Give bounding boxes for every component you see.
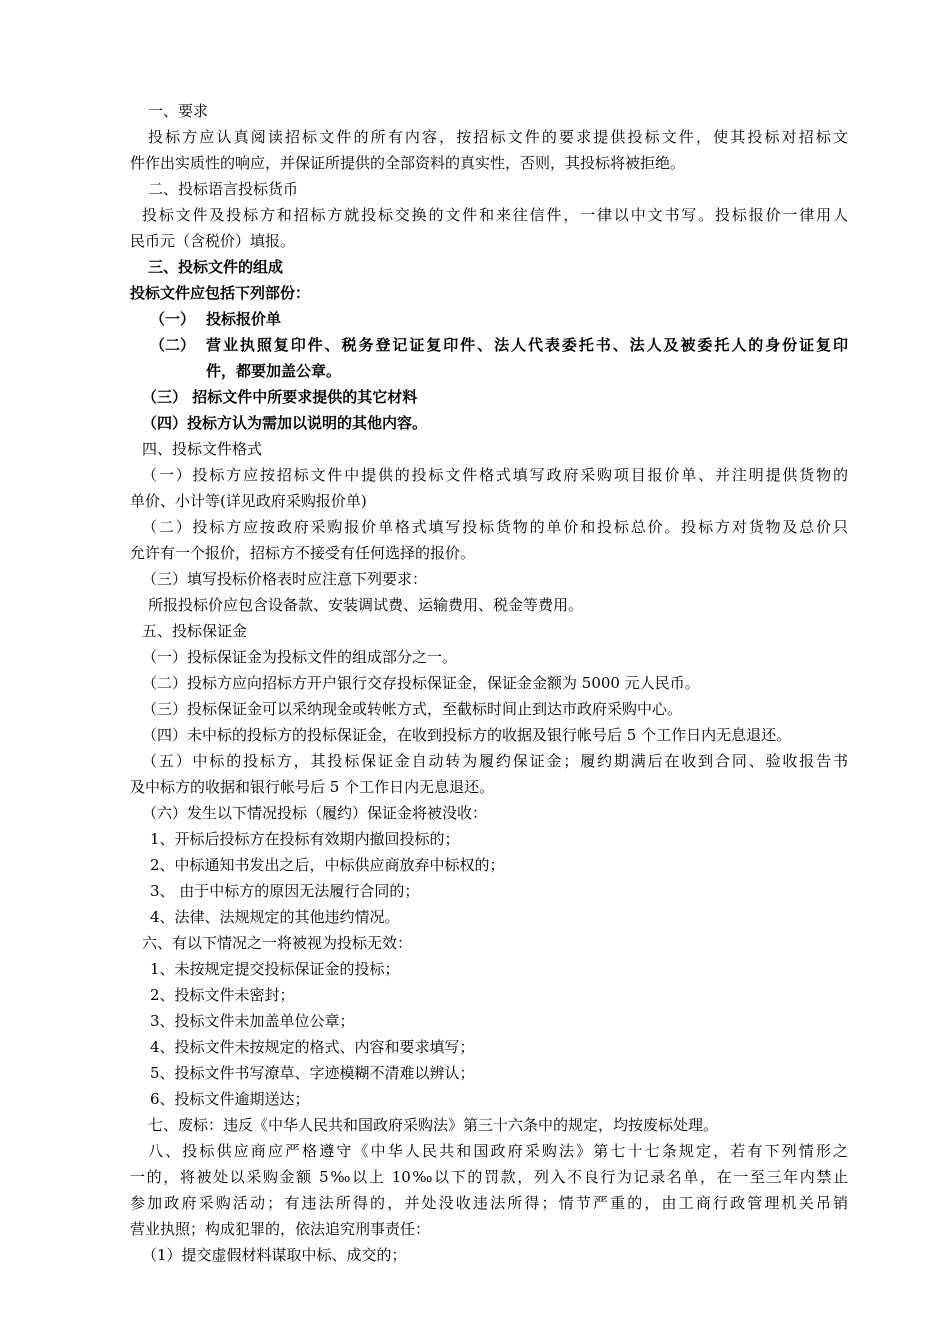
section-6-heading: 六、有以下情况之一将被视为投标无效： xyxy=(142,934,413,952)
section-2-heading: 二、投标语言投标货币 xyxy=(148,180,299,198)
section-3-item-1-marker: （一） xyxy=(150,310,196,328)
section-5-item-6-1: 1、开标后投标方在投标有效期内撤回投标的； xyxy=(150,830,460,848)
section-2-paragraph: 投标文件及投标方和招标方就投标交换的文件和来往信件，一律以中文书写。投标报价一律用人 xyxy=(142,206,848,224)
section-1-paragraph-cont: 件作出实质性的响应，并保证所提供的全部资料的真实性，否则，其投标将被拒绝。 xyxy=(130,154,686,172)
section-6-item-1: 1、未按规定提交投标保证金的投标； xyxy=(150,960,400,978)
section-5-item-6-4: 4、法律、法规规定的其他违约情况。 xyxy=(150,908,400,926)
section-5-item-2: （二）投标方应向招标方开户银行交存投标保证金，保证金金额为 5000 元人民币。 xyxy=(142,674,700,692)
section-5-item-6-2: 2、中标通知书发出之后，中标供应商放弃中标权的； xyxy=(150,856,505,874)
section-3-intro: 投标文件应包括下列部份： xyxy=(130,284,311,302)
section-3-item-3: （三） 招标文件中所要求提供的其它材料 xyxy=(142,388,418,406)
section-6-item-6: 6、投标文件逾期送达； xyxy=(150,1090,310,1108)
section-8-paragraph-line-2: 一的，将被处以采购金额 5‰以上 10‰以下的罚款，列入不良行为记录名单，在一至三年内禁止 xyxy=(130,1168,848,1186)
section-3-item-1-text: 投标报价单 xyxy=(206,310,282,328)
section-5-item-5: （五）中标的投标方，其投标保证金自动转为履约保证金；履约期满后在收到合同、验收报告书 xyxy=(142,752,848,770)
section-3-item-2-text-cont: 件，都要加盖公章。 xyxy=(206,362,342,380)
section-7-paragraph: 七、废标：违反《中华人民共和国政府采购法》第三十六条中的规定，均按废标处理。 xyxy=(148,1116,719,1134)
section-3-item-2-text: 营业执照复印件、税务登记证复印件、法人代表委托书、法人及被委托人的身份证复印 xyxy=(206,336,848,354)
section-3-item-4: （四）投标方认为需加以说明的其他内容。 xyxy=(142,414,428,432)
section-4-heading: 四、投标文件格式 xyxy=(142,440,263,458)
section-6-item-3: 3、投标文件未加盖单位公章； xyxy=(150,1012,355,1030)
section-5-item-6: （六）发生以下情况投标（履约）保证金将被没收： xyxy=(142,804,488,822)
section-4-item-3-paragraph: 所报投标价应包含设备款、安装调试费、运输费用、税金等费用。 xyxy=(148,596,584,614)
section-5-item-6-3: 3、 由于中标方的原因无法履行合同的； xyxy=(150,882,420,900)
section-5-item-4: （四）未中标的投标方的投标保证金，在收到投标方的收据及银行帐号后 5 个工作日内无息退还。 xyxy=(142,726,792,744)
section-8-paragraph-line-4: 营业执照；构成犯罪的，依法追究刑事责任： xyxy=(130,1220,431,1238)
section-6-item-4: 4、投标文件未按规定的格式、内容和要求填写； xyxy=(150,1038,475,1056)
section-3-item-2-marker: （二） xyxy=(150,336,196,354)
section-3-heading: 三、投标文件的组成 xyxy=(148,258,284,276)
section-8-paragraph-line-3: 参加政府采购活动；有违法所得的，并处没收违法所得；情节严重的，由工商行政管理机关吊销 xyxy=(130,1194,848,1212)
section-4-item-1: （一）投标方应按招标文件中提供的投标文件格式填写政府采购项目报价单、并注明提供货物的 xyxy=(142,466,848,484)
section-1-paragraph: 投标方应认真阅读招标文件的所有内容，按招标文件的要求提供投标文件，使其投标对招标文 xyxy=(148,128,848,146)
section-1-heading: 一、要求 xyxy=(148,102,209,120)
section-2-paragraph-cont: 民币元（含税价）填报。 xyxy=(130,232,296,250)
section-6-item-5: 5、投标文件书写潦草、字迹模糊不清难以辨认； xyxy=(150,1064,475,1082)
section-5-item-1: （一）投标保证金为投标文件的组成部分之一。 xyxy=(142,648,458,666)
section-4-item-2-cont: 允许有一个报价，招标方不接受有任何选择的报价。 xyxy=(130,544,476,562)
section-4-item-2: （二）投标方应按政府采购报价单格式填写投标货物的单价和投标总价。投标方对货物及总价只 xyxy=(142,518,848,536)
section-5-item-5-cont: 及中标方的收据和银行帐号后 5 个工作日内无息退还。 xyxy=(130,778,495,796)
section-4-item-1-cont: 单价、小计等(详见政府采购报价单) xyxy=(130,492,367,510)
section-8-item-1: （1）提交虚假材料谋取中标、成交的； xyxy=(142,1246,407,1264)
section-8-paragraph: 八、投标供应商应严格遵守《中华人民共和国政府采购法》第七十七条规定，若有下列情形之 xyxy=(148,1142,848,1160)
section-5-heading: 五、投标保证金 xyxy=(142,622,248,640)
section-5-item-3: （三）投标保证金可以采纳现金或转帐方式，至截标时间止到达市政府采购中心。 xyxy=(142,700,683,718)
section-4-item-3: （三）填写投标价格表时应注意下列要求： xyxy=(142,570,428,588)
section-6-item-2: 2、投标文件未密封； xyxy=(150,986,295,1004)
